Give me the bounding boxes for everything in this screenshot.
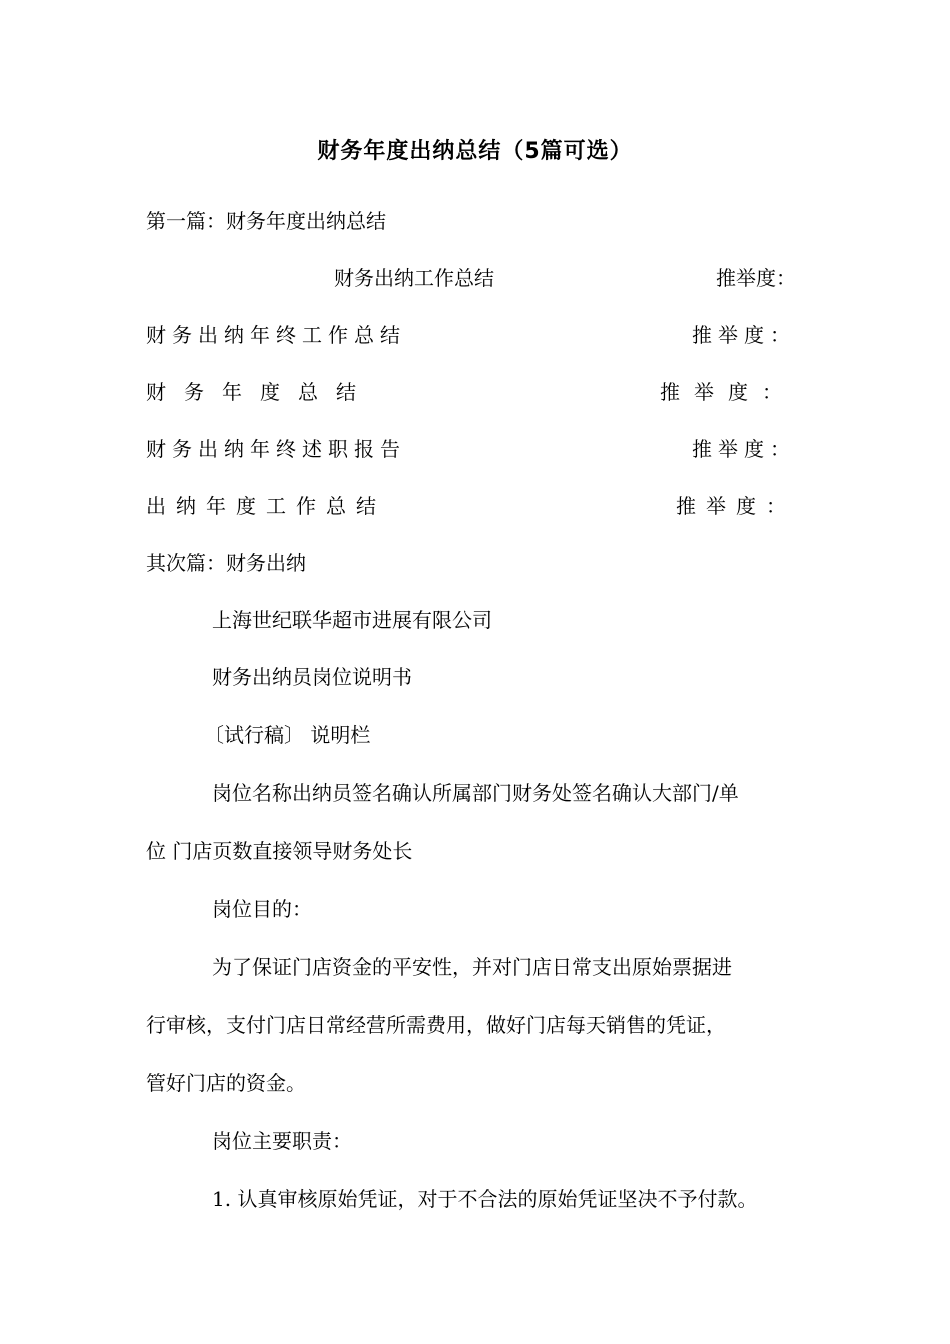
document-name: 财务出纳员岗位说明书 [212,665,412,689]
duties-heading: 岗位主要职责： [212,1129,352,1153]
recommendation-label: 推举度： [660,380,796,404]
recommendation-row [146,263,796,293]
purpose-paragraph-line: 为了保证门店资金的平安性，并对门店日常支出原始票据进 [212,955,732,979]
recommendation-row [146,491,796,521]
recommendation-row [146,434,796,464]
info-line: 位 门店页数直接领导财务处长 [146,839,413,863]
purpose-paragraph-line: 管好门店的资金。 [146,1071,306,1095]
recommendation-label: 推举度： [692,437,796,461]
duty-item: 1. 认真审核原始凭证，对于不合法的原始凭证坚决不予付款。 [212,1187,758,1211]
purpose-heading: 岗位目的： [212,897,312,921]
recommendation-label: 推举度： [716,266,796,290]
recommendation-row [146,320,796,350]
recommendation-label: 推举度： [692,323,796,347]
recommendation-row [146,377,796,407]
company-name: 上海世纪联华超市进展有限公司 [212,608,492,632]
recommendation-title: 财务年度总结 [146,380,374,404]
section2-heading: 其次篇：财务出纳 [146,551,306,575]
recommendation-title: 财务出纳年终述职报告 [146,437,406,461]
document-title: 财务年度出纳总结（5篇可选） [317,139,633,164]
draft-note: 〔试行稿〕 说明栏 [204,723,371,747]
recommendation-title: 财务出纳工作总结 [334,266,494,290]
recommendation-label: 推举度： [676,494,796,518]
info-line: 岗位名称出纳员签名确认所属部门财务处签名确认大部门/单 [212,781,739,805]
section1-heading: 第一篇：财务年度出纳总结 [146,209,386,233]
recommendation-title: 财务出纳年终工作总结 [146,323,406,347]
purpose-paragraph-line: 行审核，支付门店日常经营所需费用，做好门店每天销售的凭证， [146,1013,726,1037]
recommendation-title: 出纳年度工作总结 [146,494,386,518]
